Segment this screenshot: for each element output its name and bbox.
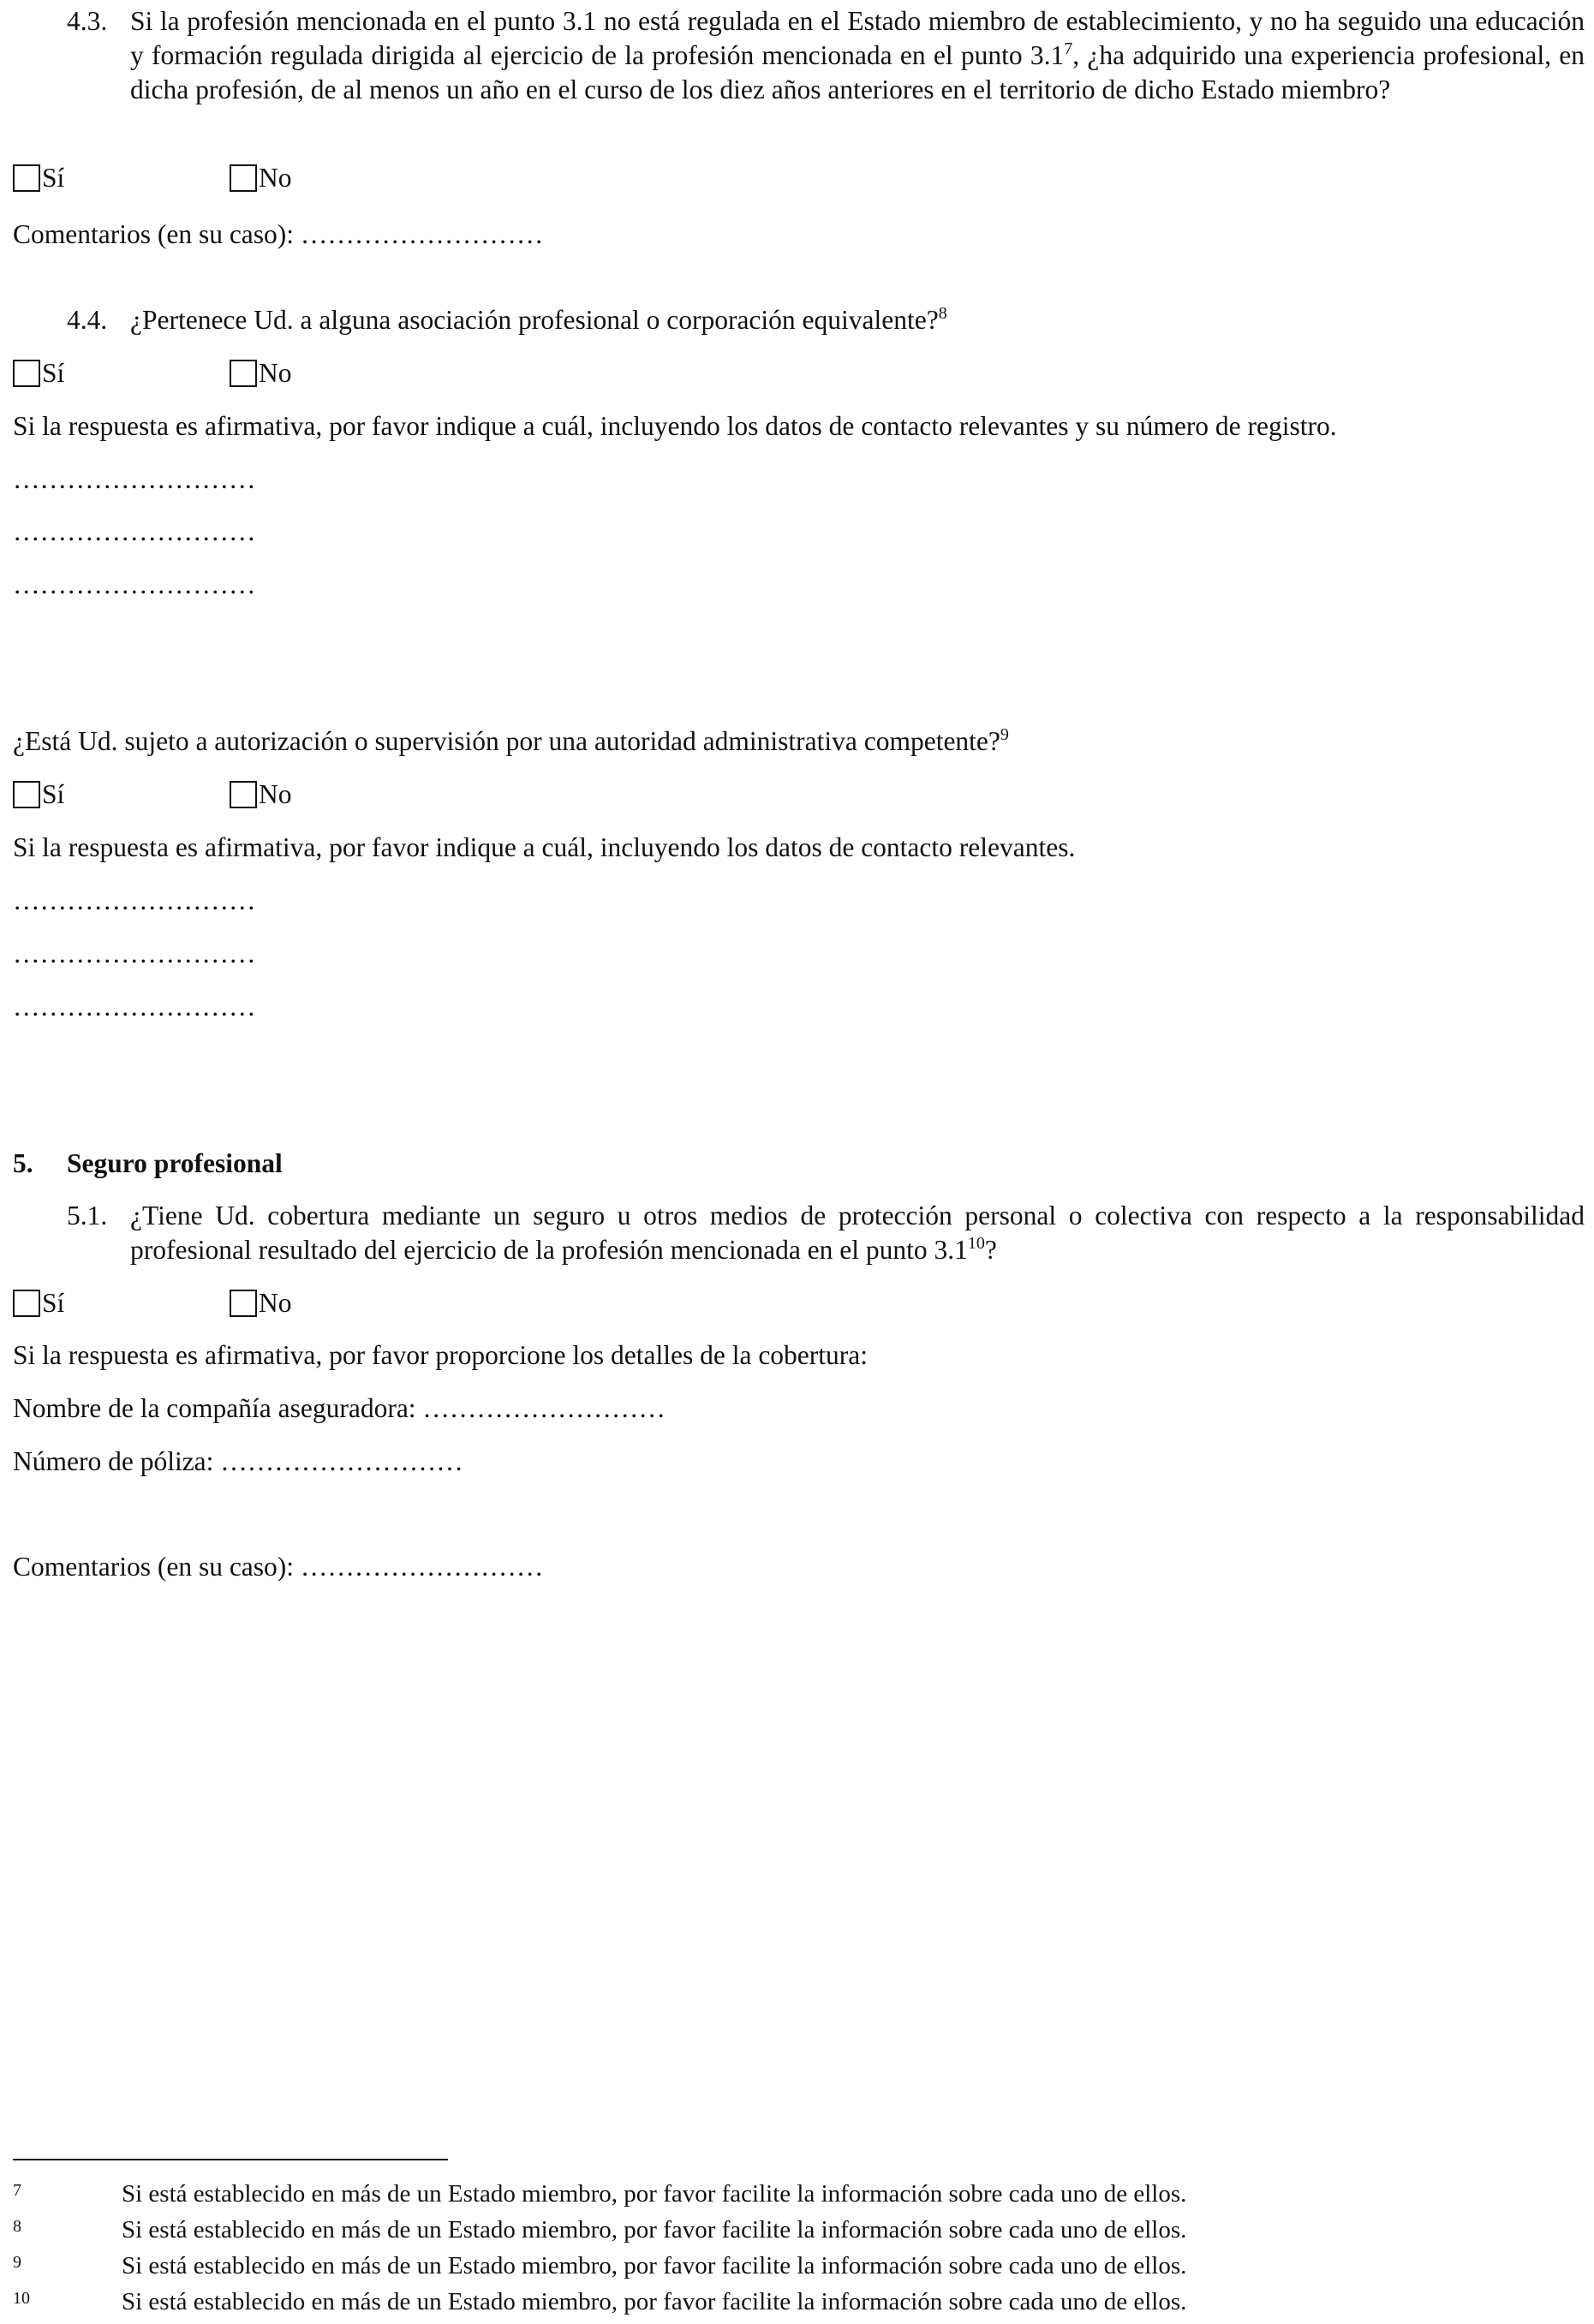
question-supervision-text <box>13 724 1009 759</box>
option-yes-5-1[interactable] <box>13 1286 64 1320</box>
no-label: No <box>259 163 292 193</box>
yes-checkbox-4-3[interactable] <box>13 164 40 192</box>
instruction-5-1: Si la respuesta es afirmativa, por favor proporcione los detalles de la cobertura: <box>13 1340 869 1370</box>
instruction-supervision: Si la respuesta es afirmativa, por favor indique a cuál, incluyendo los datos de contacto relevantes. <box>13 832 1076 862</box>
footnote-text: Si está establecido en más de un Estado miembro, por favor facilite la información sobre cada uno de ellos. <box>122 2180 1187 2208</box>
option-no-4-3[interactable] <box>230 161 292 195</box>
yes-label: Sí <box>42 779 65 809</box>
question-5-1-text <box>130 1199 1585 1267</box>
yes-label: Sí <box>42 163 65 193</box>
no-label: No <box>259 779 292 809</box>
footnote-ref-9[interactable]: 9 <box>1000 725 1009 744</box>
footnote-text: Si está establecido en más de un Estado miembro, por favor facilite la información sobre cada uno de ellos. <box>122 2252 1187 2279</box>
yes-checkbox-supervision[interactable] <box>13 781 40 808</box>
footnote-number: 7 <box>13 2181 21 2200</box>
question-5-1-text-main: ¿Tiene Ud. cobertura mediante un seguro u otros medios de protección personal o colectiva con respecto a la responsabilidad profesional resultado del ejercicio de la profesión mencionada en el punto 3.1 <box>130 1201 1585 1265</box>
footnote-ref-7[interactable]: 7 <box>1064 39 1073 58</box>
question-5-1-text-tail: ? <box>984 1235 997 1265</box>
footnote-number: 10 <box>13 2289 30 2308</box>
yes-checkbox-5-1[interactable] <box>13 1290 40 1317</box>
question-4-4-text-main: ¿Pertenece Ud. a alguna asociación profesional o corporación equivalente? <box>130 305 939 335</box>
section-5-number: 5. <box>13 1148 33 1178</box>
question-4-3-text-tail: , ¿ha adquirido una experiencia profesional, en dicha profesión, de al menos un año en el curso de los diez años anteriores en el territorio de dicho Estado miembro? <box>130 40 1585 104</box>
footnote-ref-10[interactable]: 10 <box>967 1234 985 1253</box>
option-yes-supervision[interactable] <box>13 778 64 812</box>
question-number-4-3: 4.3. <box>67 6 108 36</box>
no-label: No <box>259 1288 292 1318</box>
no-checkbox-4-3[interactable] <box>230 164 257 192</box>
question-supervision-text-main: ¿Está Ud. sujeto a autorización o supervisión por una autoridad administrativa competente? <box>13 726 1000 756</box>
no-checkbox-supervision[interactable] <box>230 781 257 808</box>
comments-field-5-1[interactable]: Comentarios (en su caso): ……………………… <box>13 1552 544 1582</box>
answer-line-supervision-3[interactable]: ……………………… <box>13 992 256 1022</box>
footnote-number: 8 <box>13 2217 21 2236</box>
insurer-name-field[interactable]: Nombre de la compañía aseguradora: ……………………… <box>13 1393 666 1423</box>
policy-number-field[interactable]: Número de póliza: ……………………… <box>13 1446 463 1476</box>
answer-line-4-4-3[interactable]: ……………………… <box>13 569 256 599</box>
yes-label: Sí <box>42 1288 65 1318</box>
footnote-text: Si está establecido en más de un Estado miembro, por favor facilite la información sobre cada uno de ellos. <box>122 2288 1187 2315</box>
comments-field-4-3[interactable]: Comentarios (en su caso): ……………………… <box>13 219 544 249</box>
option-yes-4-3[interactable] <box>13 161 64 195</box>
footnote-separator <box>13 2159 448 2160</box>
section-5-title: Seguro profesional <box>67 1148 283 1178</box>
question-4-3-text <box>130 4 1585 107</box>
answer-line-supervision-2[interactable]: ……………………… <box>13 939 256 968</box>
question-number-5-1: 5.1. <box>67 1201 108 1231</box>
option-no-4-4[interactable] <box>230 356 292 390</box>
question-4-4-text <box>130 303 947 337</box>
no-label: No <box>259 358 292 388</box>
option-no-supervision[interactable] <box>230 778 292 812</box>
option-no-5-1[interactable] <box>230 1286 292 1320</box>
yes-label: Sí <box>42 358 65 388</box>
question-number-4-4: 4.4. <box>67 305 108 335</box>
question-4-3-text-main: Si la profesión mencionada en el punto 3.1 no está regulada en el Estado miembro de establecimiento, y no ha seguido una educación y formación regulada dirigida al ejercicio de la profesión mencionada en el punto 3.1 <box>130 6 1585 70</box>
option-yes-4-4[interactable] <box>13 356 64 390</box>
instruction-4-4: Si la respuesta es afirmativa, por favor indique a cuál, incluyendo los datos de contacto relevantes y su número de registro. <box>13 411 1337 441</box>
footnote-number: 9 <box>13 2253 21 2272</box>
answer-line-4-4-1[interactable]: ……………………… <box>13 464 256 494</box>
answer-line-4-4-2[interactable]: ……………………… <box>13 516 256 546</box>
answer-line-supervision-1[interactable]: ……………………… <box>13 885 256 915</box>
footnote-text: Si está establecido en más de un Estado miembro, por favor facilite la información sobre cada uno de ellos. <box>122 2216 1187 2244</box>
no-checkbox-4-4[interactable] <box>230 360 257 387</box>
no-checkbox-5-1[interactable] <box>230 1290 257 1317</box>
footnote-ref-8[interactable]: 8 <box>938 304 947 323</box>
yes-checkbox-4-4[interactable] <box>13 360 40 387</box>
